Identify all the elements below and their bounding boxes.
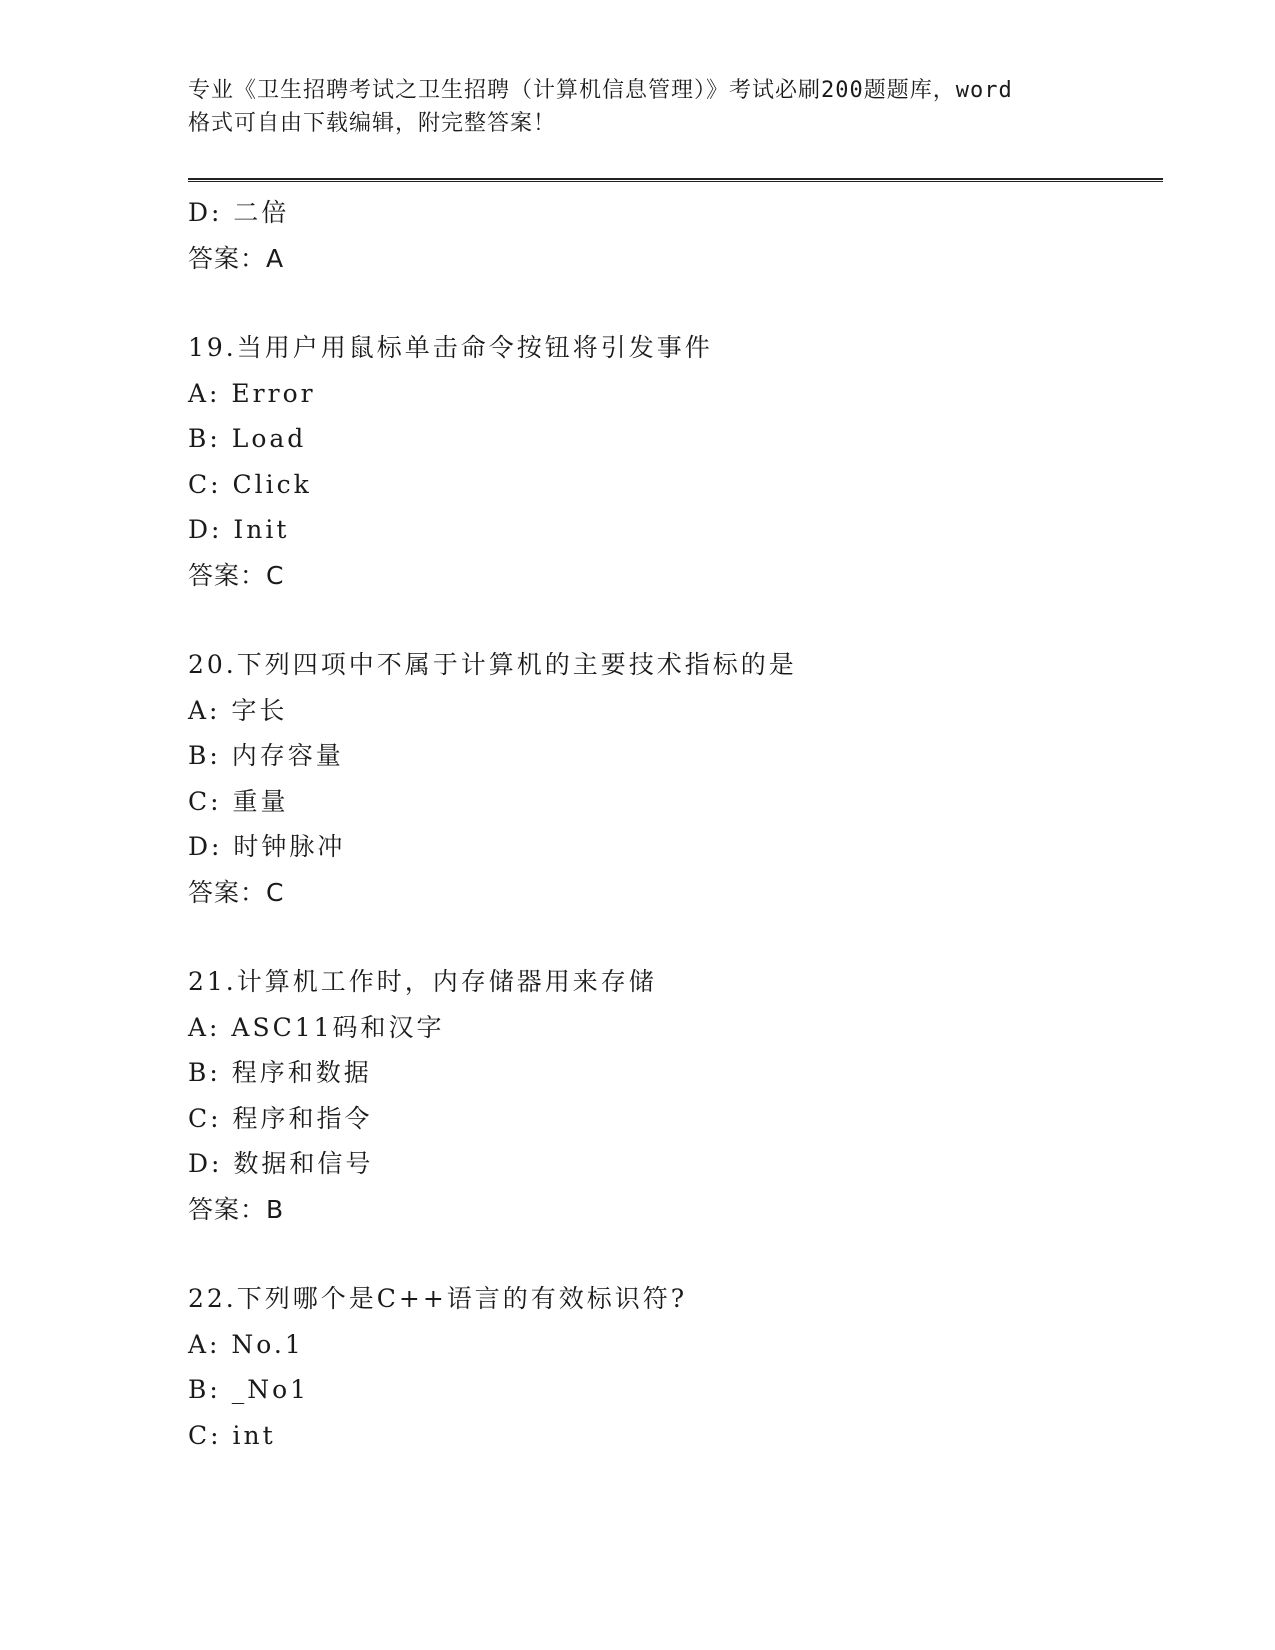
option-c: C: int <box>188 1420 276 1450</box>
header-line-1: 专业《卫生招聘考试之卫生招聘（计算机信息管理）》考试必刷200题题库，word <box>188 78 1013 103</box>
option-d: D: Init <box>188 515 290 544</box>
option-d: D: 二倍 <box>188 198 290 227</box>
option-b: B: _No1 <box>188 1375 310 1404</box>
question-19 <box>188 325 1163 598</box>
option-a: A: ASC11码和汉字 <box>188 1012 445 1042</box>
answer-line: 答案：A <box>188 243 285 273</box>
option-a: A: 字长 <box>188 695 288 725</box>
question-20 <box>188 642 1163 915</box>
option-d: D: 时钟脉冲 <box>188 832 346 861</box>
question-list <box>188 190 1163 1458</box>
option-b: B: 程序和数据 <box>188 1058 372 1087</box>
header-line-2: 格式可自由下载编辑，附完整答案！ <box>188 111 557 136</box>
option-c: C: Click <box>188 469 312 499</box>
question-stem: 22.下列哪个是C++语言的有效标识符? <box>188 1284 688 1313</box>
option-b: B: 内存容量 <box>188 741 344 770</box>
option-a: A: Error <box>188 378 316 408</box>
option-b: B: Load <box>188 424 307 453</box>
answer-line: 答案：C <box>188 560 285 590</box>
header-divider <box>188 178 1163 182</box>
answer-line: 答案：C <box>188 877 285 907</box>
question-stem: 20.下列四项中不属于计算机的主要技术指标的是 <box>188 650 797 679</box>
option-a: A: No.1 <box>188 1329 304 1359</box>
question-stem: 21.计算机工作时，内存储器用来存储 <box>188 967 657 996</box>
option-c: C: 重量 <box>188 786 289 816</box>
option-c: C: 程序和指令 <box>188 1103 373 1133</box>
document-header <box>188 74 1088 140</box>
answer-line: 答案：B <box>188 1194 285 1224</box>
question-stem: 19.当用户用鼠标单击命令按钮将引发事件 <box>188 333 713 362</box>
question-22 <box>188 1276 1163 1458</box>
question-18-tail <box>188 190 1163 281</box>
option-d: D: 数据和信号 <box>188 1149 374 1178</box>
question-21 <box>188 959 1163 1232</box>
